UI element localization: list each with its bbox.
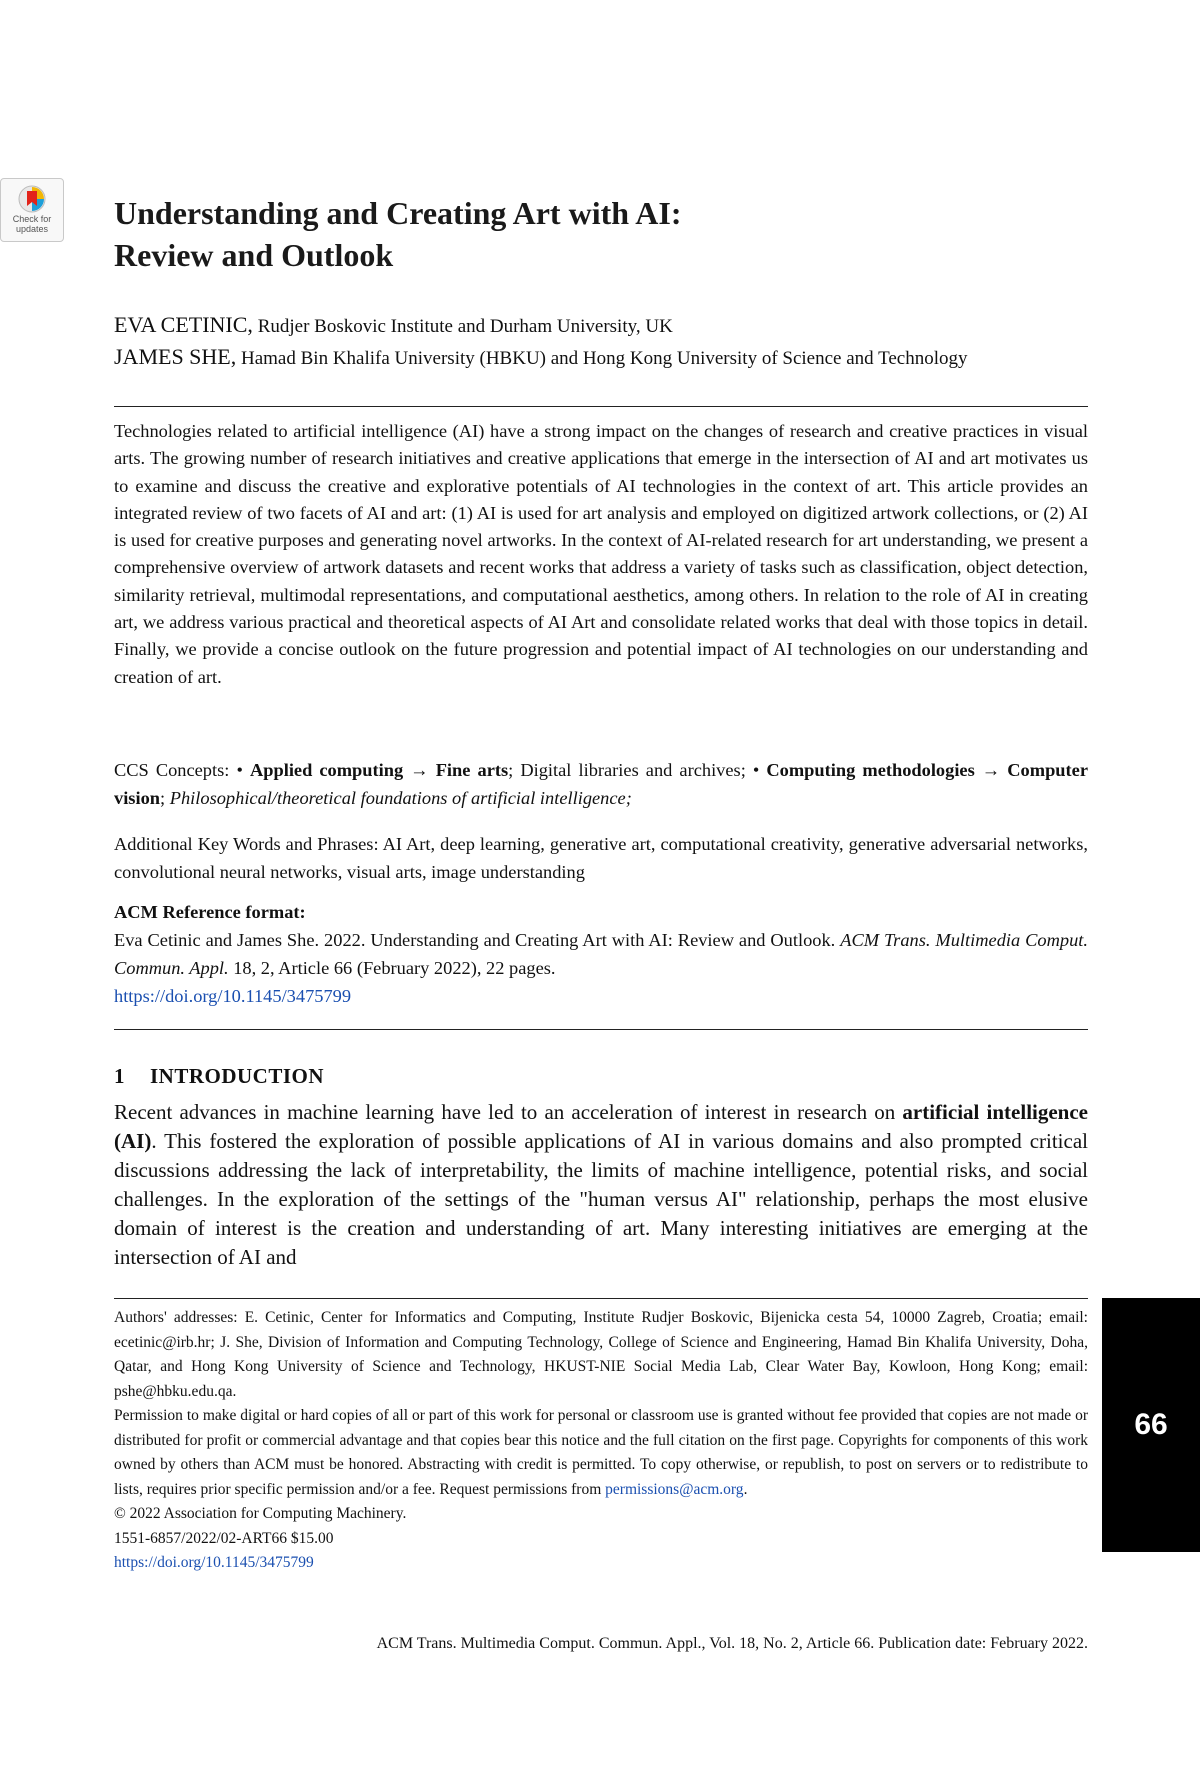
reference-journal: ACM Trans. Multimedia Comput. Commun. Appl. [114,930,1088,978]
ccs-concept-2: Computing methodologies → Computer vision [114,760,1088,808]
article-number-tab: 66 [1102,1298,1200,1552]
permission-notice [114,1404,1088,1502]
section-heading [114,1064,324,1089]
footnote-doi-link[interactable]: https://doi.org/10.1145/3475799 [114,1554,314,1571]
copyright-line: © 2022 Association for Computing Machinery. [114,1505,407,1522]
ccs-concepts [114,756,1088,812]
title-line-2: Review and Outlook [114,237,394,273]
section-number: 1 [114,1064,125,1088]
author-affiliation: Hamad Bin Khalifa University (HBKU) and Hong Kong University of Science and Technology [241,348,968,369]
badge-label-2: updates [15,224,49,234]
ccs-concept-2-rest: ; [160,788,166,808]
author-2 [114,344,1114,372]
reference-heading: ACM Reference format: [114,902,306,922]
badge-label-1: Check for [12,214,52,224]
intro-text-2: . This fostered the exploration of possible applications of AI in various domains and also prompted critical discussions addressing the lack of interpretability, the limits of machine intelligence, potential risks, and social challenges. In the exploration of the settings of the "human versus AI" relationship, perhaps the most elusive domain of interest is the creation and understanding of art. Many interesting initiatives are emerging at the intersection of AI and [114,1129,1088,1269]
ccs-label: CCS Concepts: • [114,760,243,780]
author-affiliation: Rudjer Boskovic Institute and Durham University, UK [257,316,673,337]
intro-paragraph [114,1098,1088,1272]
permission-text: Permission to make digital or hard copies of all or part of this work for personal or classroom use is granted without fee provided that copies are not made or distributed for profit or commercial advantage and that copies bear this notice and the full citation on the first page. Copyrights for components of this work owned by others than ACM must be honored. Abstracting with credit is permitted. To copy otherwise, or republish, to post on servers or to redistribute to lists, requires prior specific permission and/or a fee. Request permissions from [114,1407,1088,1498]
paper-title [114,192,1014,276]
footnote-divider [114,1298,1088,1299]
divider-top [114,406,1088,407]
divider-bottom [114,1029,1088,1030]
author-1 [114,312,1114,340]
page-footer: ACM Trans. Multimedia Comput. Commun. Appl., Vol. 18, No. 2, Article 66. Publication date: February 2022. [376,1635,1088,1652]
section-title: INTRODUCTION [150,1064,325,1088]
reference-details: 18, 2, Article 66 (February 2022), 22 pages. [233,958,556,978]
ccs-concept-1-rest: ; Digital libraries and archives; • [508,760,760,780]
ccs-concept-3: Philosophical/theoretical foundations of artificial intelligence; [169,788,632,808]
reference-text: Eva Cetinic and James She. 2022. Understanding and Creating Art with AI: Review and Outlook. [114,930,836,950]
intro-bold-term: artificial intelligence (AI) [114,1100,1089,1153]
author-addresses: Authors' addresses: E. Cetinic, Center for Informatics and Computing, Institute Rudjer Boskovic, Bijenicka cesta 54, 10000 Zagreb, Croatia; email: ecetinic@irb.hr; J. She, Division of Information and Computing Technology, College of Science and Engineering, Hamad Bin Khalifa University, Doha, Qatar, and Hong Kong University of Science and Technology, HKUST-NIE Social Media Lab, Clear Water Bay, Kowloon, Hong Kong; email: pshe@hbku.edu.qa. [114,1309,1088,1400]
check-for-updates-badge[interactable] [0,178,64,242]
ccs-concept-1: Applied computing → Fine arts [249,760,509,780]
author-name: EVA CETINIC, [114,312,253,337]
footnotes [114,1306,1088,1576]
author-name: JAMES SHE, [114,344,237,369]
title-line-1: Understanding and Creating Art with AI: [114,195,682,231]
issn-line: 1551-6857/2022/02-ART66 $15.00 [114,1529,334,1547]
keywords: Additional Key Words and Phrases: AI Art, deep learning, generative art, computational creativity, generative adversarial networks, convolutional neural networks, visual arts, image understanding [114,834,1088,882]
reference-format [114,898,1088,1010]
abstract: Technologies related to artificial intelligence (AI) have a strong impact on the changes of research and creative practices in visual arts. The growing number of research initiatives and creative applications that emerge in the intersection of AI and art motivates us to examine and discuss the creative and explorative potentials of AI technologies in the context of art. This article provides an integrated review of two facets of AI and art: (1) AI is used for art analysis and employed on digitized artwork collections, or (2) AI is used for creative purposes and generating novel artworks. In the context of AI-related research for art understanding, we present a comprehensive overview of artwork datasets and recent works that address a variety of tasks such as classification, object detection, similarity retrieval, multimodal representations, and computational aesthetics, among others. In relation to the role of AI in creating art, we address various practical and theoretical aspects of AI Art and consolidate related works that deal with those topics in detail. Finally, we provide a concise outlook on the future progression and potential impact of AI technologies on our understanding and creation of art. [114,421,1088,687]
bookmark-update-icon [17,184,47,214]
intro-text-1: Recent advances in machine learning have led to an acceleration of interest in research on [114,1100,896,1124]
permissions-email-link[interactable]: permissions@acm.org [605,1480,744,1498]
permission-end: . [743,1480,748,1498]
reference-doi-link[interactable]: https://doi.org/10.1145/3475799 [114,986,352,1006]
